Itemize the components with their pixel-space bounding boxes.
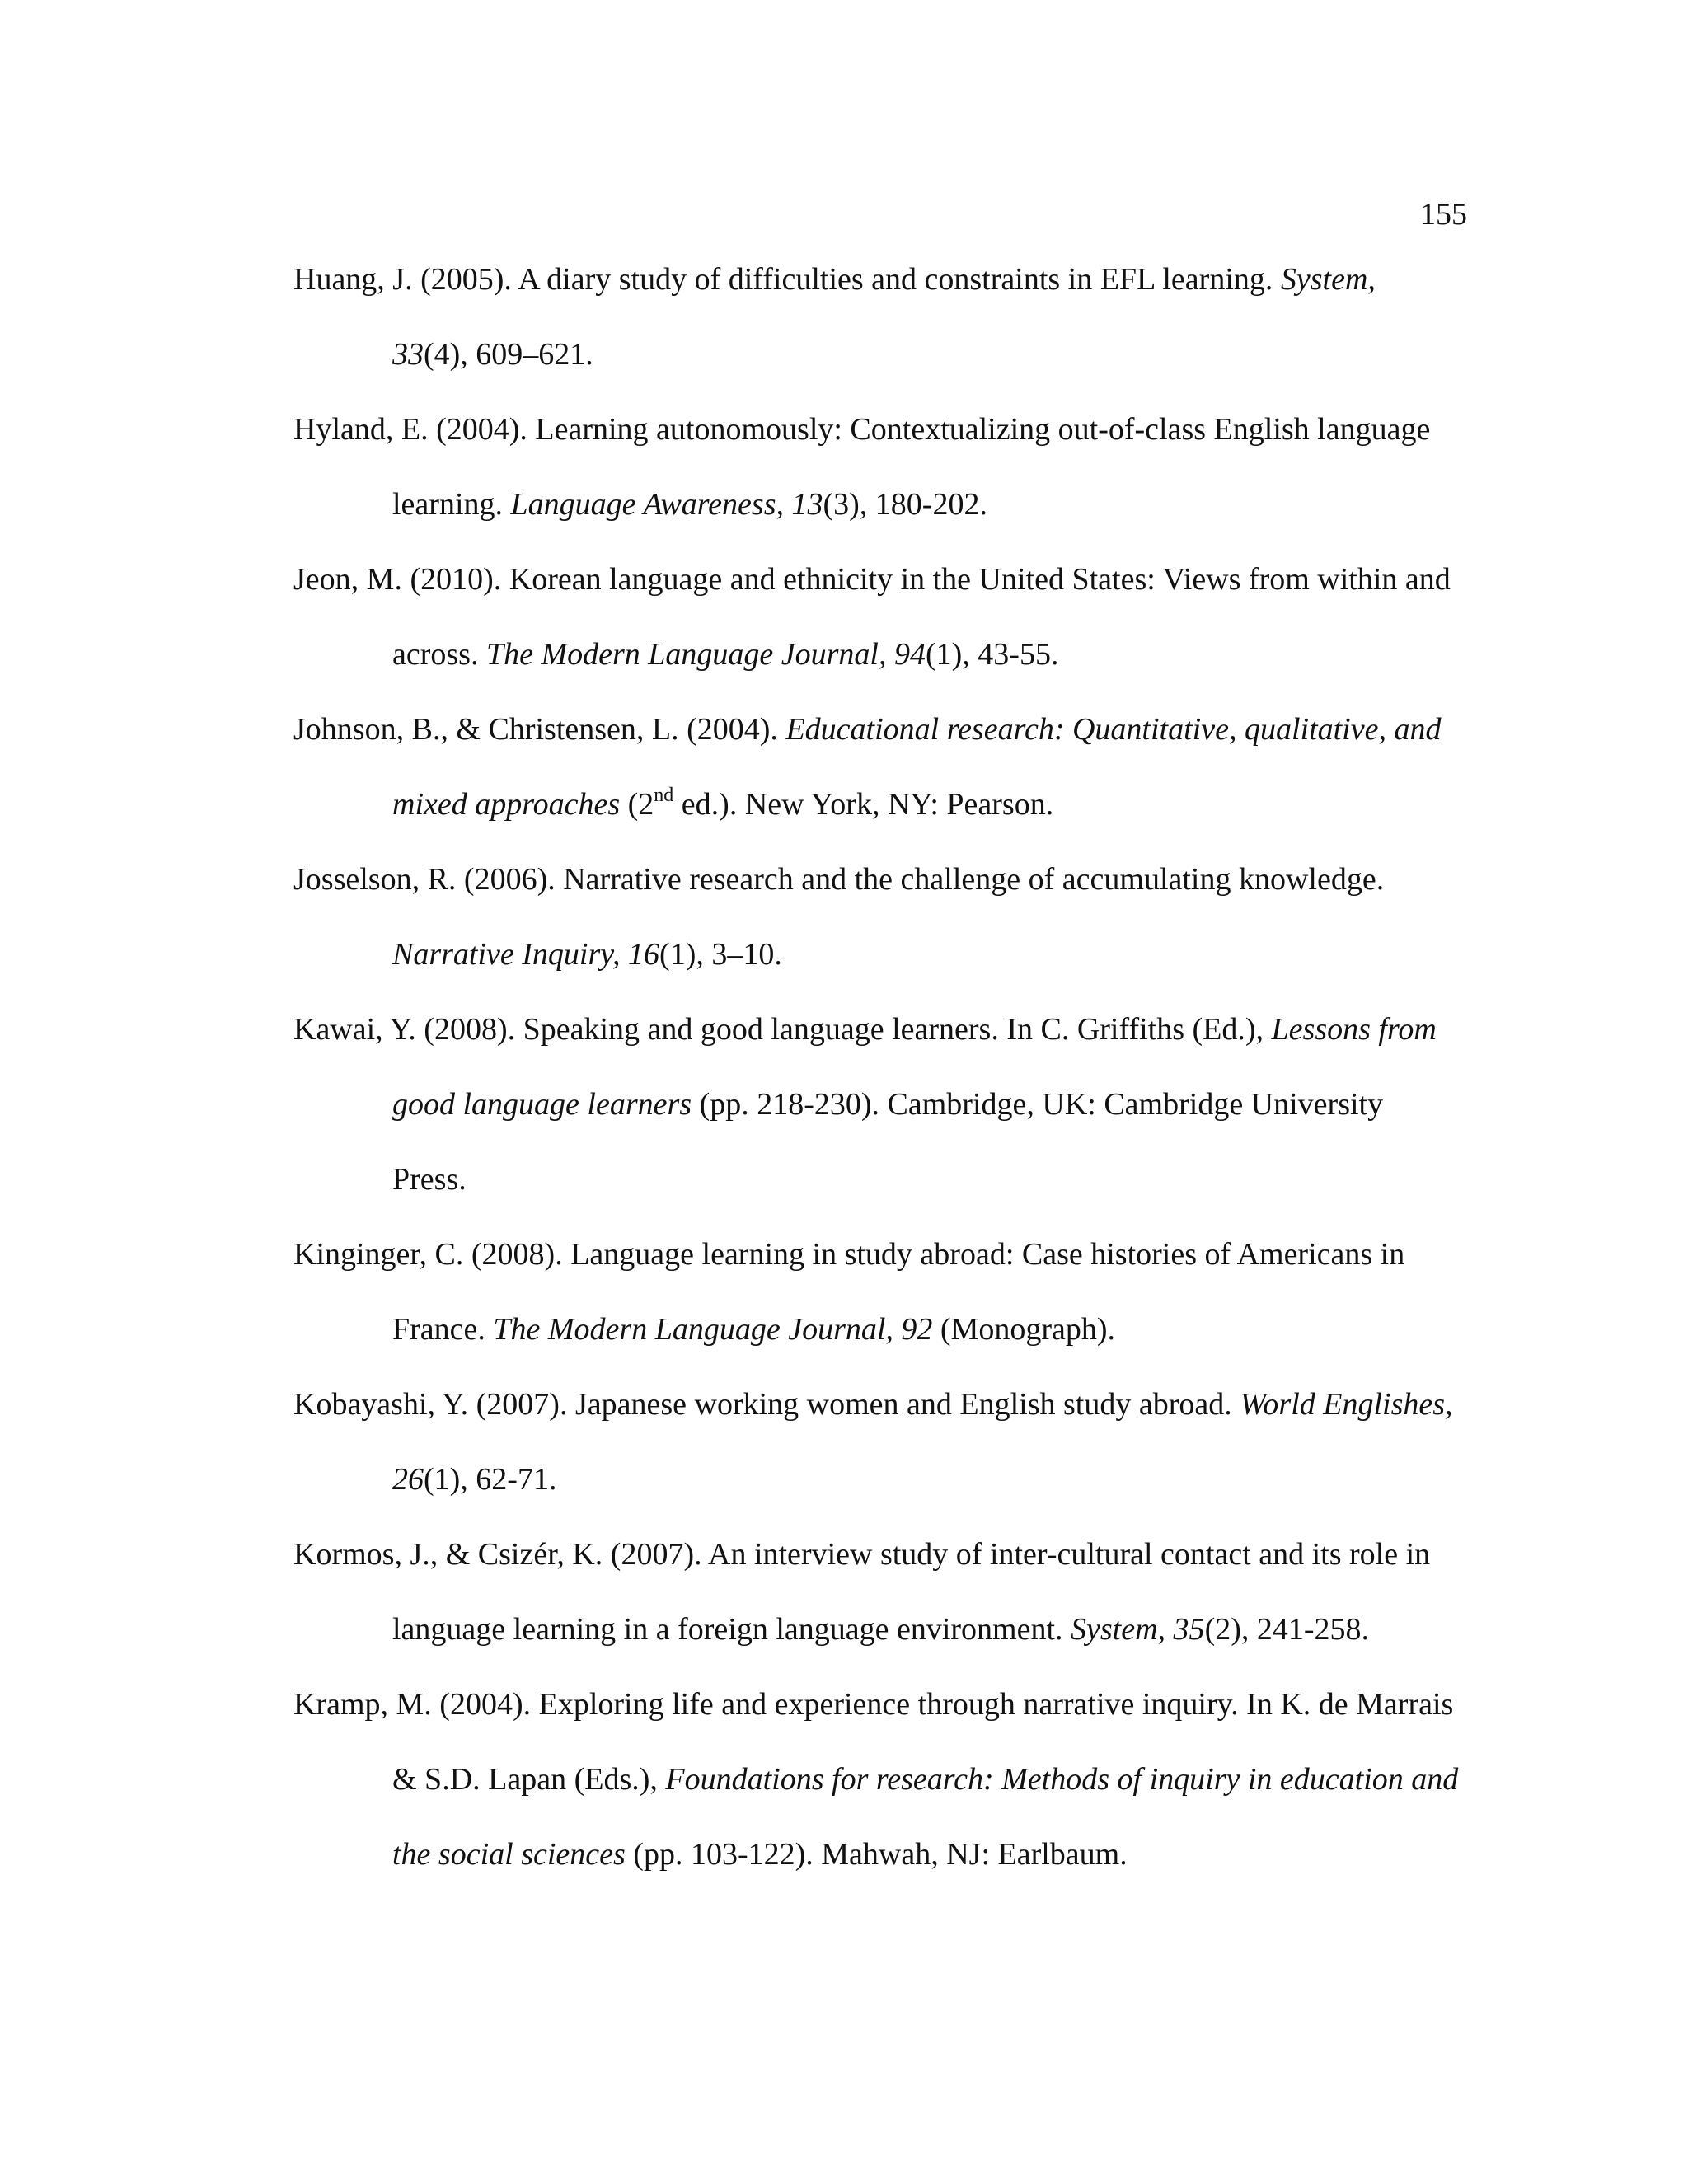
reference-details: (2), 241-258. — [1204, 1612, 1370, 1647]
reference-title: Foundations for research: Methods of inquiry in education and the social sciences — [392, 1762, 1459, 1872]
reference-text: Kramp, M. (2004). Exploring life and experience through narrative inquiry. In K. de Marrais & S.D. Lapan (Eds.), — [293, 1687, 1454, 1797]
reference-details: ed.). New York, NY: Pearson. — [673, 787, 1054, 822]
reference-kramp-2004 — [293, 1667, 1464, 1892]
reference-edition-prefix: (2 — [620, 787, 654, 822]
reference-details: (1), 3–10. — [659, 937, 782, 972]
page-number: 155 — [1420, 197, 1467, 232]
reference-title: Educational research: Quantitative, qualitative, and mixed approaches — [392, 712, 1442, 822]
reference-text: Jeon, M. (2010). Korean language and ethnicity in the United States: Views from within and across. — [293, 562, 1451, 672]
reference-jeon-2010 — [293, 542, 1464, 692]
reference-details: (1), 62-71. — [424, 1462, 557, 1497]
reference-details: (pp. 218-230). Cambridge, UK: Cambridge University Press. — [392, 1087, 1384, 1197]
reference-title: Lessons from good language learners — [392, 1012, 1437, 1122]
reference-details: (Monograph). — [932, 1312, 1116, 1347]
reference-details: (4), 609–621. — [424, 337, 593, 372]
edition-superscript: nd — [654, 785, 674, 806]
reference-text: Hyland, E. (2004). Learning autonomously: Contextualizing out-of-class English language learning. — [293, 412, 1431, 522]
reference-huang-2005 — [293, 242, 1464, 392]
reference-johnson-christensen-2004 — [293, 692, 1464, 842]
reference-josselson-2006 — [293, 842, 1464, 992]
reference-source: System, — [1280, 262, 1376, 297]
reference-volume: 33 — [392, 337, 424, 372]
reference-source: The Modern Language Journal, 92 — [493, 1312, 933, 1347]
reference-text: Kobayashi, Y. (2007). Japanese working women and English study abroad. — [293, 1387, 1240, 1422]
reference-kawai-2008 — [293, 992, 1464, 1217]
reference-source: Language Awareness, 13 — [510, 487, 823, 522]
reference-text: Johnson, B., & Christensen, L. (2004). — [293, 712, 786, 747]
reference-source: World Englishes, 26 — [392, 1387, 1453, 1497]
reference-text: Kinginger, C. (2008). Language learning in study abroad: Case histories of Americans in France. — [293, 1237, 1405, 1347]
reference-details: (1), 43-55. — [926, 637, 1059, 672]
reference-text: Huang, J. (2005). A diary study of difficulties and constraints in EFL learning. — [293, 262, 1281, 297]
reference-details: (pp. 103-122). Mahwah, NJ: Earlbaum. — [625, 1837, 1128, 1872]
reference-text: Kormos, J., & Csizér, K. (2007). An interview study of inter-cultural contact and its role in language learning in a foreign language environment. — [293, 1537, 1431, 1647]
reference-kobayashi-2007 — [293, 1367, 1464, 1517]
reference-source: Narrative Inquiry, 16 — [392, 937, 660, 972]
reference-text: Kawai, Y. (2008). Speaking and good language learners. In C. Griffiths (Ed.), — [293, 1012, 1272, 1047]
reference-hyland-2004 — [293, 392, 1464, 542]
reference-kinginger-2008 — [293, 1217, 1464, 1367]
reference-source: The Modern Language Journal, 94 — [485, 637, 926, 672]
reference-kormos-csizer-2007 — [293, 1517, 1464, 1667]
reference-list — [293, 242, 1464, 1892]
reference-source: System, 35 — [1071, 1612, 1205, 1647]
reference-text: Josselson, R. (2006). Narrative research and the challenge of accumulating knowledge. — [293, 862, 1385, 897]
reference-details: (3), 180-202. — [823, 487, 987, 522]
